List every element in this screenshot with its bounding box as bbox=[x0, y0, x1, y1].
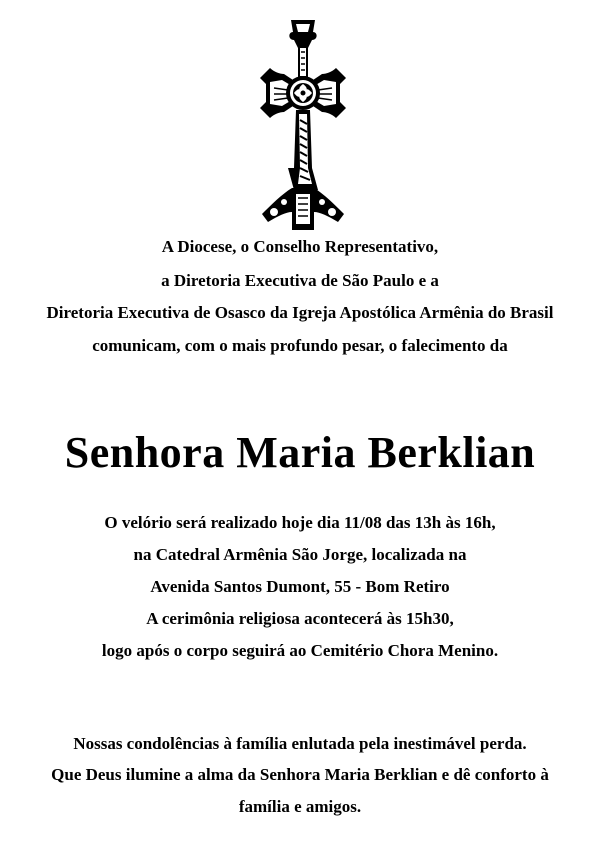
deceased-name: Senhora Maria Berklian bbox=[64, 428, 536, 477]
intro-line: a Diretoria Executiva de São Paulo e a bbox=[161, 271, 439, 290]
intro-line: Diretoria Executiva de Osasco da Igreja Apostólica Armênia do Brasil bbox=[46, 303, 554, 322]
intro-line: A Diocese, o Conselho Representativo, bbox=[161, 237, 439, 256]
closing-line: Que Deus ilumine a alma da Senhora Maria Berklian e dê conforto à bbox=[51, 765, 549, 784]
details-line: Avenida Santos Dumont, 55 - Bom Retiro bbox=[150, 577, 450, 596]
intro-line: comunicam, com o mais profundo pesar, o falecimento da bbox=[92, 336, 508, 355]
armenian-cross-icon bbox=[258, 18, 348, 233]
closing-line: Nossas condolências à família enlutada pela inestimável perda. bbox=[73, 734, 527, 753]
details-line: logo após o corpo seguirá ao Cemitério Chora Menino. bbox=[101, 641, 499, 660]
closing-line: família e amigos. bbox=[238, 797, 362, 816]
details-line: O velório será realizado hoje dia 11/08 das 13h às 16h, bbox=[104, 513, 496, 532]
details-line: na Catedral Armênia São Jorge, localizada na bbox=[133, 545, 467, 564]
details-line: A cerimônia religiosa acontecerá às 15h30, bbox=[146, 609, 454, 628]
